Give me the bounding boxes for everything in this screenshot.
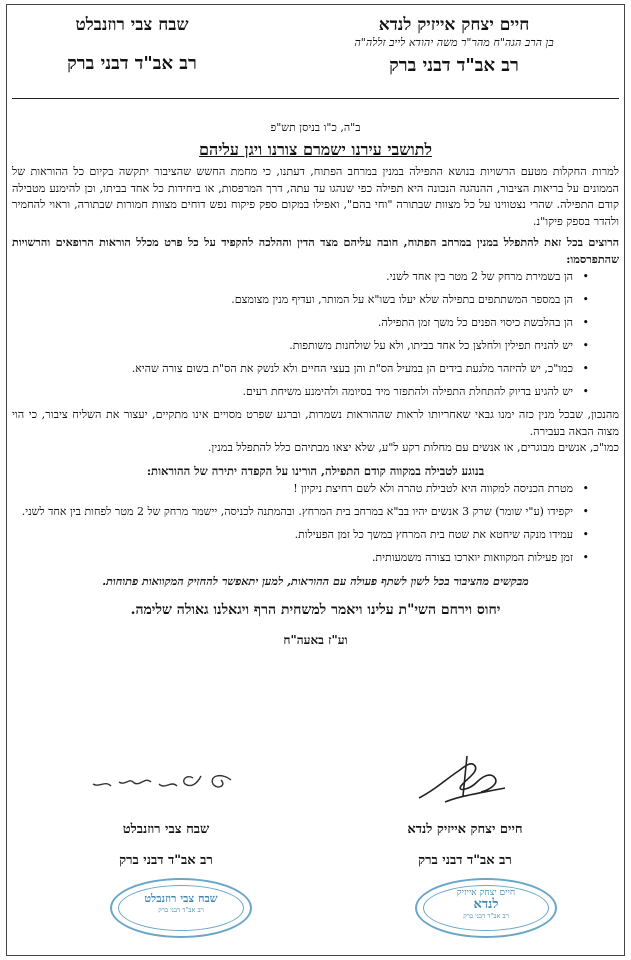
signature-right (335, 750, 595, 872)
list-item: • יקפידו (ע"י שומר) שרק 3 אנשים יהיו בב"א במרחב בית המרחץ. ובהמתנה לכניסה, יישמר מרחק של 2 מטר לפחות בין אחד לשני. (12, 504, 575, 520)
intro-paragraph: למרות החקלות מטעם הרשויות בנושא התפילה במנין במרחב הפתוח, דעתנו, כי מחמת החשש שהציבור יתקשה בקיום כל ההוראות של הממונים על בריאות הציבור, ההנהגה הנכונה היא תפילה כפי שנהגו עד עתה, דרך המרפסות, או ביחידות כל אחד בביתו, וכן להימנע מטבילה קודם התפילה. שהרי נצטווינו על כל מצוות שבתורה "וחי בהם", ואפילו במקום ספק פיקוח נפש דוחים מצוות חמורות שבתורה, וראוי להחמיר ולהדר בספק פיקו"נ. (12, 165, 619, 228)
header-divider (12, 98, 619, 99)
list-item: • זמן פעילות המקוואות יוארכו בצורה משמעותית. (12, 550, 575, 566)
signature-left (36, 750, 296, 872)
list-item: • יש להגיע בדיוק להתחלת התפילה ולהתפזר מיד בסיומה ולהימנע משיחת רעים. (12, 384, 575, 400)
mikveh-rules-list (12, 481, 589, 566)
elderly-paragraph: כמו"כ, אנשים מבוגרים, או אנשים עם מחלות רקע ל"ע, שלא יצאו מבתיהם כלל להתפלל במנין. (207, 441, 619, 454)
rabbinical-stamp-right (415, 878, 557, 938)
list-item: • מטרת הכניסה למקווה היא לטבילת טהרה ולא לשם רחיצת ניקיון ! (12, 481, 575, 497)
letter-date: ב"ה, כ"ו בניסן תש"פ (270, 121, 361, 134)
stamp-right-line1: חיים יצחק אייזיק (456, 888, 516, 898)
handwritten-signature-left (81, 750, 251, 812)
list-item: • הן במספר המשתתפים בתפילה שלא יעלו בשו"א על המותר, ועדיף מנין מצומצם. (12, 292, 575, 308)
letterhead-right-subtitle: בן הרב הגה"ח מהר"ר משה יהודא לייב זללה"ה (354, 36, 554, 49)
stamp-right-line2: לנדא (473, 897, 499, 912)
list-item: • יש להניח תפילין ולחלצן כל אחד בביתו, ולא על שולחנות משותפות. (12, 338, 575, 354)
signer-right-title: רב אב"ד דבני ברק (418, 853, 512, 868)
stamp-left-line2: רב אב"ד דבני ברק (158, 906, 204, 914)
letterhead-right-name: חיים יצחק אייזיק לנדא (378, 15, 530, 35)
cooperation-plea: מבקשים מהציבור בכל לשון לשתף פעולה עם ההוראות, למען יתאפשר להחזיק המקוואות פתוחות. (102, 573, 529, 588)
letterhead-left (12, 14, 252, 76)
prayer-rules-list (12, 269, 589, 400)
letterhead-right (289, 14, 619, 78)
requirements-paragraph: הרוצים בכל זאת להתפלל במנין במרחב הפתוח, חובה עליהם מצד הדין וההלכה להקפיד על כל פרט מכלל הוראות הרופאים והרשויות שהתפרסמו: (12, 235, 619, 266)
signer-left-name: שבח צבי רוזנבלט (122, 822, 210, 837)
rabbinical-stamp-left (110, 878, 252, 938)
list-item: • הן בהלבשת כיסוי הפנים כל משך זמן התפילה. (12, 315, 575, 331)
handwritten-signature-right (405, 750, 525, 812)
letterhead-left-title: רב אב"ד דבני ברק (67, 53, 197, 74)
letterhead-left-name: שבח צבי רוזנבלט (75, 15, 189, 35)
letter-heading: לתושבי עירנו ישמרם צורנו ויגן עליהם (199, 140, 432, 159)
letterhead-right-title: רב אב"ד דבני ברק (389, 55, 519, 76)
signer-right-name: חיים יצחק אייזיק לנדא (407, 822, 523, 837)
mikveh-heading: בנוגע לטבילה במקווה קודם התפילה, הורינו על הקפדה יתירה של ההוראות: (146, 463, 485, 478)
list-item: • כמו"כ, יש להיזהר מלגעת בידים הן במעיל הס"ת והן בעצי החיים ולא לנשק את הס"ת בשום צורה שהיא. (12, 361, 575, 377)
signer-left-title: רב אב"ד דבני ברק (119, 853, 213, 868)
stamp-right-line3: רב אב"ד דבני ברק (463, 912, 509, 920)
list-item: • עמידו מנקה שיחטא את שטח בית המרחץ במשך כל זמן הפעילות. (12, 527, 575, 543)
letterhead (12, 14, 619, 98)
stamp-left-line1: שבח צבי רוזנבלט (144, 892, 218, 905)
list-item: • הן בשמירת מרחק של 2 מטר בין אחד לשני. (12, 269, 575, 285)
gabbai-paragraph: מהנכון, שבכל מנין כזה ימנו גבאי שאחריותו לראות שההוראות נשמרות, וברגע שפרט מסויים אינו מתקיים, יעצור את השליח ציבור, כי הוי מצוה הבאה בעבירה. (12, 408, 619, 438)
closing-prayer: יחוס וירחם השי"ת עלינו ויאמר למשחית הרף ויגאלנו גאולה שלימה. (130, 601, 501, 618)
signoff: וע"ז באעה"ח (283, 632, 348, 647)
